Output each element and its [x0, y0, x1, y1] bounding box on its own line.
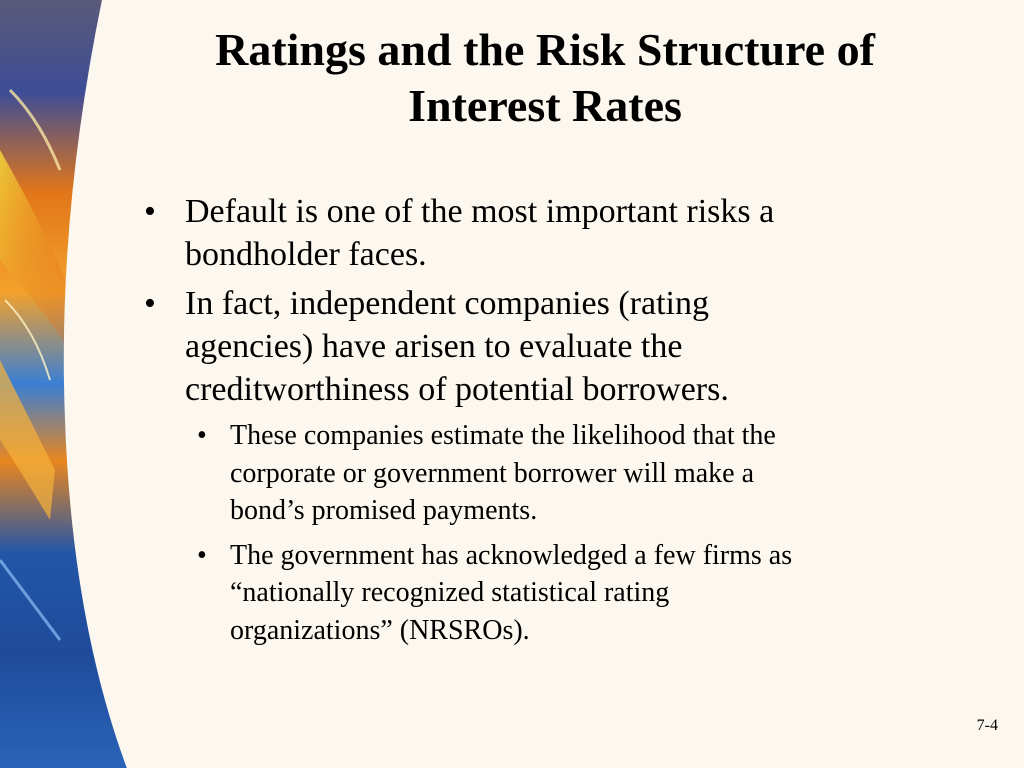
sub-bullet-item [142, 417, 942, 530]
bullet-item [142, 190, 942, 276]
sub-bullet-item [142, 537, 942, 650]
slide-title-line: Ratings and the Risk Structure of [215, 24, 875, 75]
sub-bullet-text-line: The government has acknowledged a few firms as [230, 539, 793, 571]
decorative-art-image [0, 0, 130, 768]
slide-title-line: Interest Rates [408, 80, 682, 131]
bullet-text-line: bondholder faces. [185, 236, 427, 273]
slide-body [142, 190, 942, 656]
bullet-text-line: agencies) have arisen to evaluate the [185, 328, 683, 365]
sub-bullet-text-line: “nationally recognized statistical rating [230, 577, 670, 608]
bullet-text-line: In fact, independent companies (rating [185, 285, 709, 322]
bullet-text-line: Default is one of the most important risks a [185, 193, 775, 230]
sub-bullet-marker: • [197, 539, 207, 571]
bullet-marker: • [144, 193, 156, 230]
sub-bullet-text-line: These companies estimate the likelihood that the [230, 420, 776, 451]
sub-bullet-text-line: bond’s promised payments. [230, 495, 538, 526]
sub-bullet-text-line: corporate or government borrower will make a [230, 457, 755, 489]
page-number: 7-4 [976, 717, 998, 734]
bullet-marker: • [144, 285, 156, 322]
decorative-art-strip [0, 0, 130, 768]
sub-bullet-marker: • [197, 420, 207, 451]
bullet-item [142, 282, 942, 411]
sub-bullet-text-line: organizations” (NRSROs). [230, 614, 530, 646]
bullet-text-line: creditworthiness of potential borrowers. [185, 371, 729, 408]
slide-title [150, 22, 940, 134]
